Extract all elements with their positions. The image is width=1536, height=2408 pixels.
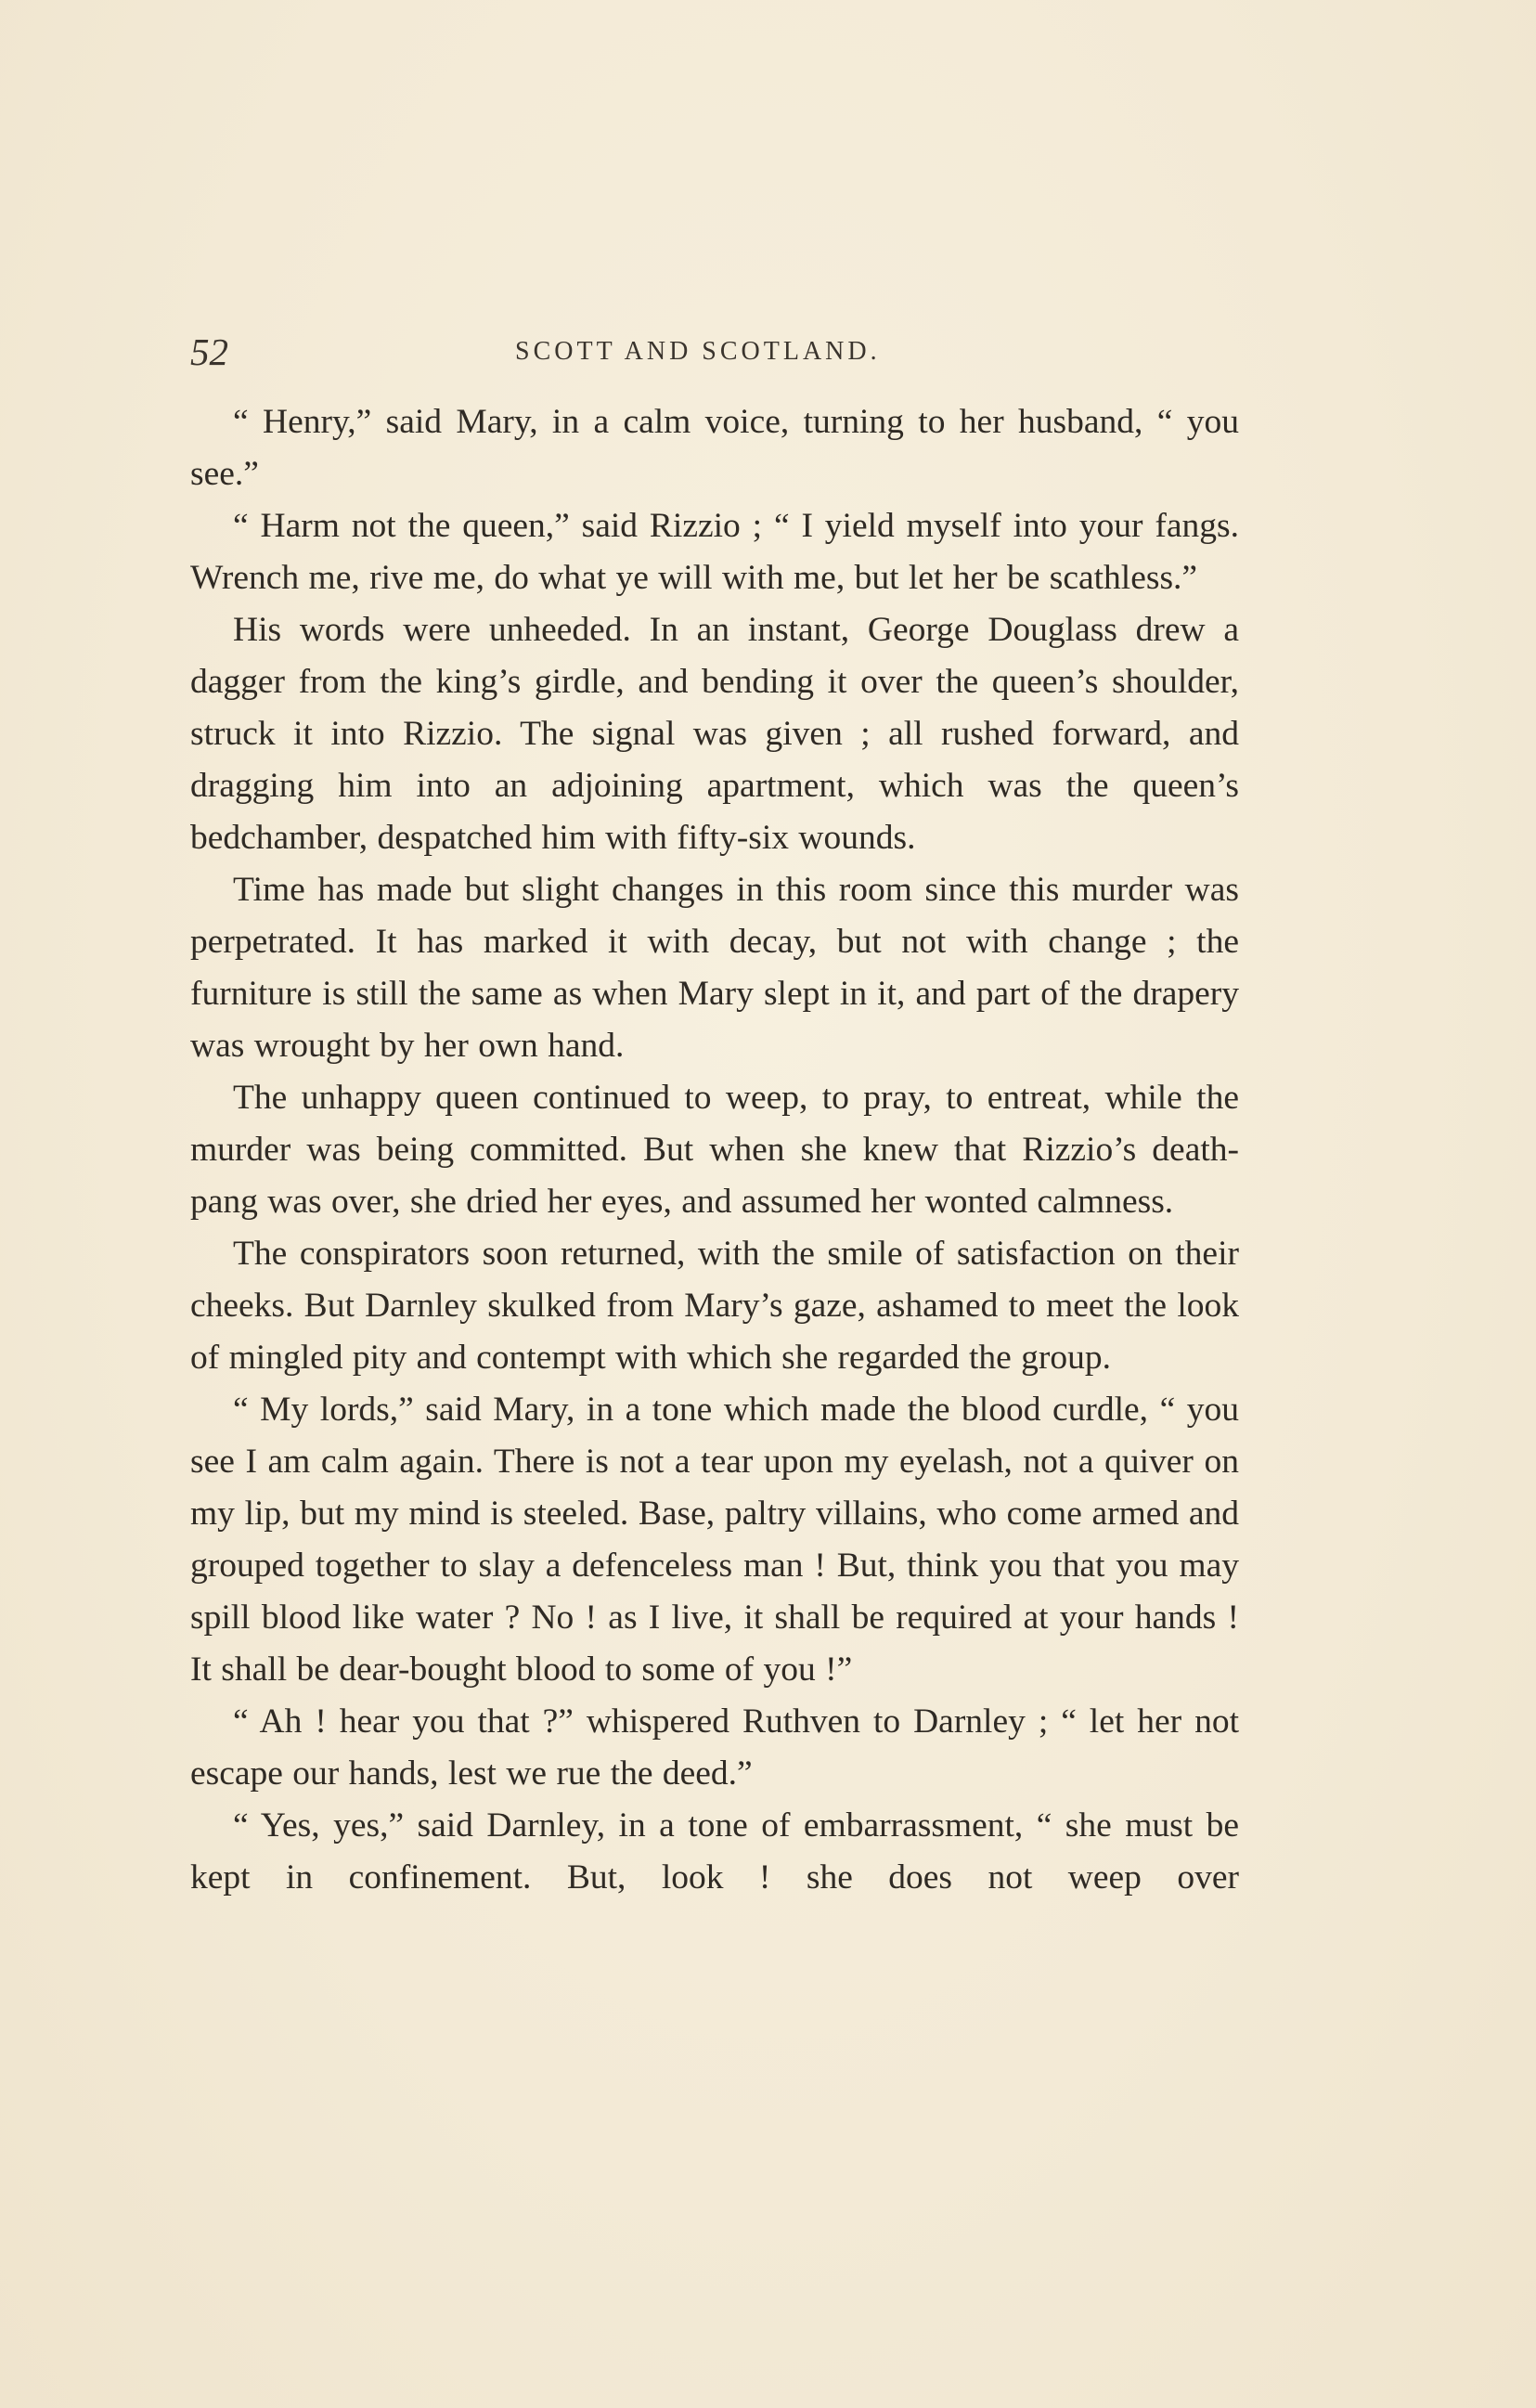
- paragraph: The unhappy queen continued to weep, to pray, to entreat, while the murder was being committed. But when she knew that Rizzio’s death-pang was over, she dried her eyes, and assumed her wonted calmness.: [190, 1079, 1239, 1221]
- running-title: SCOTT AND SCOTLAND.: [515, 337, 881, 366]
- paragraph: “ Ah ! hear you that ?” whispered Ruthven to Darnley ; “ let her not escape our hands, lest we rue the deed.”: [190, 1702, 1239, 1793]
- running-head: [190, 330, 1239, 376]
- paragraph: “ My lords,” said Mary, in a tone which made the blood curdle, “ you see I am calm again. There is not a tear upon my eyelash, not a quiver on my lip, but my mind is steeled. Base, paltry villains, who come armed and grouped together to slay a defenceless man ! But, think you that you may spill blood like water ? No ! as I live, it shall be required at your hands ! It shall be dear-bought blood to some of you !”: [190, 1391, 1239, 1689]
- paragraph: Time has made but slight changes in this room since this murder was perpetrated. It has marked it with decay, but not with change ; the furniture is still the same as when Mary slept in it, and part of the drapery was wrought by her own hand.: [190, 871, 1239, 1065]
- paragraph: “ Harm not the queen,” said Rizzio ; “ I yield myself into your fangs. Wrench me, rive me, do what ye will with me, but let her be scathless.”: [190, 507, 1239, 597]
- paragraph: “ Henry,” said Mary, in a calm voice, turning to her husband, “ you see.”: [190, 403, 1239, 493]
- body-text: [190, 396, 1239, 1904]
- page-number: 52: [190, 330, 228, 373]
- paragraph: “ Yes, yes,” said Darnley, in a tone of embarrassment, “ she must be kept in confinement. But, look ! she does not weep over: [190, 1806, 1239, 1897]
- paragraph: His words were unheeded. In an instant, George Douglass drew a dagger from the king’s girdle, and bending it over the queen’s shoulder, struck it into Rizzio. The signal was given ; all rushed forward, and dragging him into an adjoining apartment, which was the queen’s bedchamber, despatched him with fifty-six wounds.: [190, 611, 1239, 857]
- paragraph: The conspirators soon returned, with the smile of satisfaction on their cheeks. But Darnley skulked from Mary’s gaze, ashamed to meet the look of mingled pity and contempt with which she regarded the group.: [190, 1235, 1239, 1377]
